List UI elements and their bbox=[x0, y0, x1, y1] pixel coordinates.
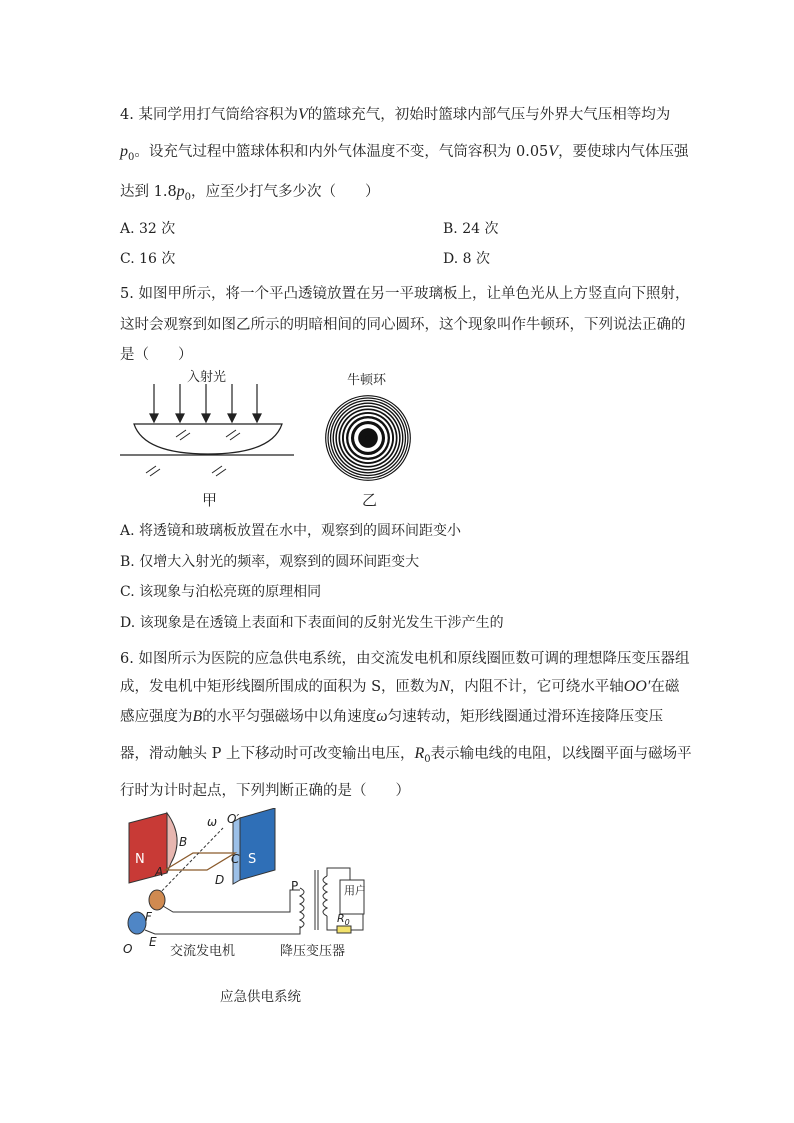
wire-e bbox=[145, 926, 300, 934]
label-generator: 交流发电机 bbox=[170, 944, 236, 959]
q5-option-a: A. 将透镜和玻璃板放置在水中，观察到的圆环间距变小 bbox=[120, 523, 462, 539]
q4-line2 bbox=[120, 140, 689, 163]
q6-line3 bbox=[120, 705, 663, 726]
figure-jia-label: 甲 bbox=[202, 491, 218, 509]
newton-rings-label: 牛顿环 bbox=[347, 373, 387, 388]
wire-top bbox=[327, 868, 350, 880]
q5-line2: 这时会观察到如图乙所示的明暗相间的同心圆环，这个现象叫作牛顿环，下列说法正确的 bbox=[120, 317, 686, 333]
label-d: D bbox=[215, 873, 225, 887]
q4-text: ，要使球内气体压强 bbox=[558, 144, 689, 160]
q5-line1: 5. 如图甲所示，将一个平凸透镜放置在另一平玻璃板上，让单色光从上方竖直向下照射， bbox=[120, 286, 690, 302]
rings bbox=[324, 394, 412, 482]
q4-option-a: A. 32 次 bbox=[120, 221, 176, 237]
q6-text: 匀速转动，矩形线圈通过滑环连接降压变压 bbox=[387, 709, 664, 725]
q6-text: 的水平匀强磁场中以角速度 bbox=[202, 709, 377, 725]
q6-text: 成，发电机中矩形线圈所围成的面积为 S，匝数为 bbox=[120, 679, 440, 695]
lens-shape bbox=[134, 424, 282, 454]
var-V: V bbox=[548, 143, 559, 160]
slip-ring-e bbox=[128, 912, 146, 934]
q5-line3: 是（ ） bbox=[120, 347, 193, 363]
wire-bottom bbox=[327, 916, 337, 930]
glass-hatch bbox=[176, 430, 240, 440]
resistor-r0 bbox=[337, 926, 351, 933]
var-OO: OO′ bbox=[623, 678, 651, 695]
ring-center bbox=[366, 436, 371, 441]
figure-yi-label: 乙 bbox=[362, 491, 378, 509]
label-s: S bbox=[248, 852, 257, 867]
q6-line5: 行时为计时起点，下列判断正确的是（ ） bbox=[120, 783, 410, 799]
q6-line1: 6. 如图所示为医院的应急供电系统，由交流发电机和原线圈匝数可调的理想降压变压器组 bbox=[120, 651, 690, 667]
secondary-coil bbox=[323, 876, 327, 916]
lens-figure bbox=[112, 362, 302, 512]
var-omega: ω bbox=[376, 708, 388, 725]
slip-ring-f bbox=[149, 890, 165, 910]
label-o-prime: O′ bbox=[227, 812, 240, 826]
primary-coil bbox=[300, 888, 304, 928]
incident-arrows bbox=[150, 384, 261, 422]
q6-text: 表示输电线的电阻，以线圈平面与磁场平 bbox=[430, 746, 692, 762]
var-B: B bbox=[192, 708, 203, 725]
q6-line2 bbox=[120, 675, 679, 696]
q4-option-c: C. 16 次 bbox=[120, 251, 176, 267]
q4-text: 达到 1.8 bbox=[120, 184, 177, 200]
q5-option-d: D. 该现象是在透镜上表面和下表面间的反射光发生干涉产生的 bbox=[120, 615, 504, 631]
r0-sub: 0 bbox=[344, 918, 350, 927]
q6-line4 bbox=[120, 742, 692, 765]
q4-text: ，应至少打气多少次（ ） bbox=[191, 184, 380, 200]
wire-bottom-right bbox=[351, 914, 363, 930]
q5-option-b: B. 仅增大入射光的频率，观察到的圆环间距变大 bbox=[120, 554, 420, 570]
label-a: A bbox=[155, 865, 164, 879]
var-p: p bbox=[176, 183, 185, 200]
q4-option-d: D. 8 次 bbox=[443, 251, 490, 267]
q5-option-c: C. 该现象与泊松亮斑的原理相同 bbox=[120, 584, 322, 600]
label-p: P bbox=[291, 879, 299, 893]
label-user: 用户 bbox=[344, 884, 366, 897]
label-f: F bbox=[145, 910, 152, 924]
magnet-s-front bbox=[240, 808, 275, 880]
incident-light-label: 入射光 bbox=[187, 370, 227, 385]
sub: 0 bbox=[184, 191, 192, 203]
newton-rings-figure bbox=[320, 362, 420, 512]
label-e: E bbox=[149, 935, 157, 949]
q6-text: 在磁 bbox=[650, 679, 680, 695]
var-R0: R bbox=[414, 745, 425, 762]
wire-f bbox=[163, 890, 300, 912]
q4-line1 bbox=[120, 103, 670, 124]
q4-line3 bbox=[120, 180, 380, 203]
q4-text: 4. 某同学用打气筒给容积为 bbox=[120, 107, 298, 123]
sub: 0 bbox=[424, 753, 431, 765]
coil bbox=[165, 853, 235, 870]
q4-text: 。设充气过程中篮球体积和内外气体温度不变，气筒容积为 0.05 bbox=[134, 144, 549, 160]
var-V: V bbox=[297, 106, 308, 123]
figure-caption: 应急供电系统 bbox=[220, 989, 301, 1005]
label-transformer: 降压变压器 bbox=[280, 944, 346, 959]
magnet-s-face bbox=[233, 818, 240, 884]
var-p0: p bbox=[120, 143, 128, 160]
label-omega: ω bbox=[207, 815, 218, 829]
q4-text: 的篮球充气，初始时篮球内部气压与外界大气压相等均为 bbox=[307, 107, 671, 123]
q6-text: 器，滑动触头 P 上下移动时可改变输出电压， bbox=[120, 746, 415, 762]
sub: 0 bbox=[128, 151, 135, 163]
plate-hatch bbox=[146, 466, 226, 476]
label-b: B bbox=[179, 835, 188, 849]
generator-figure bbox=[115, 808, 375, 968]
label-n: N bbox=[135, 852, 145, 867]
label-c: C bbox=[231, 852, 240, 866]
r0-letter: R bbox=[337, 912, 345, 925]
q6-text: 感应强度为 bbox=[120, 709, 193, 725]
var-N: N bbox=[439, 678, 450, 695]
label-o: O bbox=[123, 942, 133, 956]
q6-text: ，内阻不计，它可绕水平轴 bbox=[449, 679, 624, 695]
q4-option-b: B. 24 次 bbox=[443, 221, 499, 237]
